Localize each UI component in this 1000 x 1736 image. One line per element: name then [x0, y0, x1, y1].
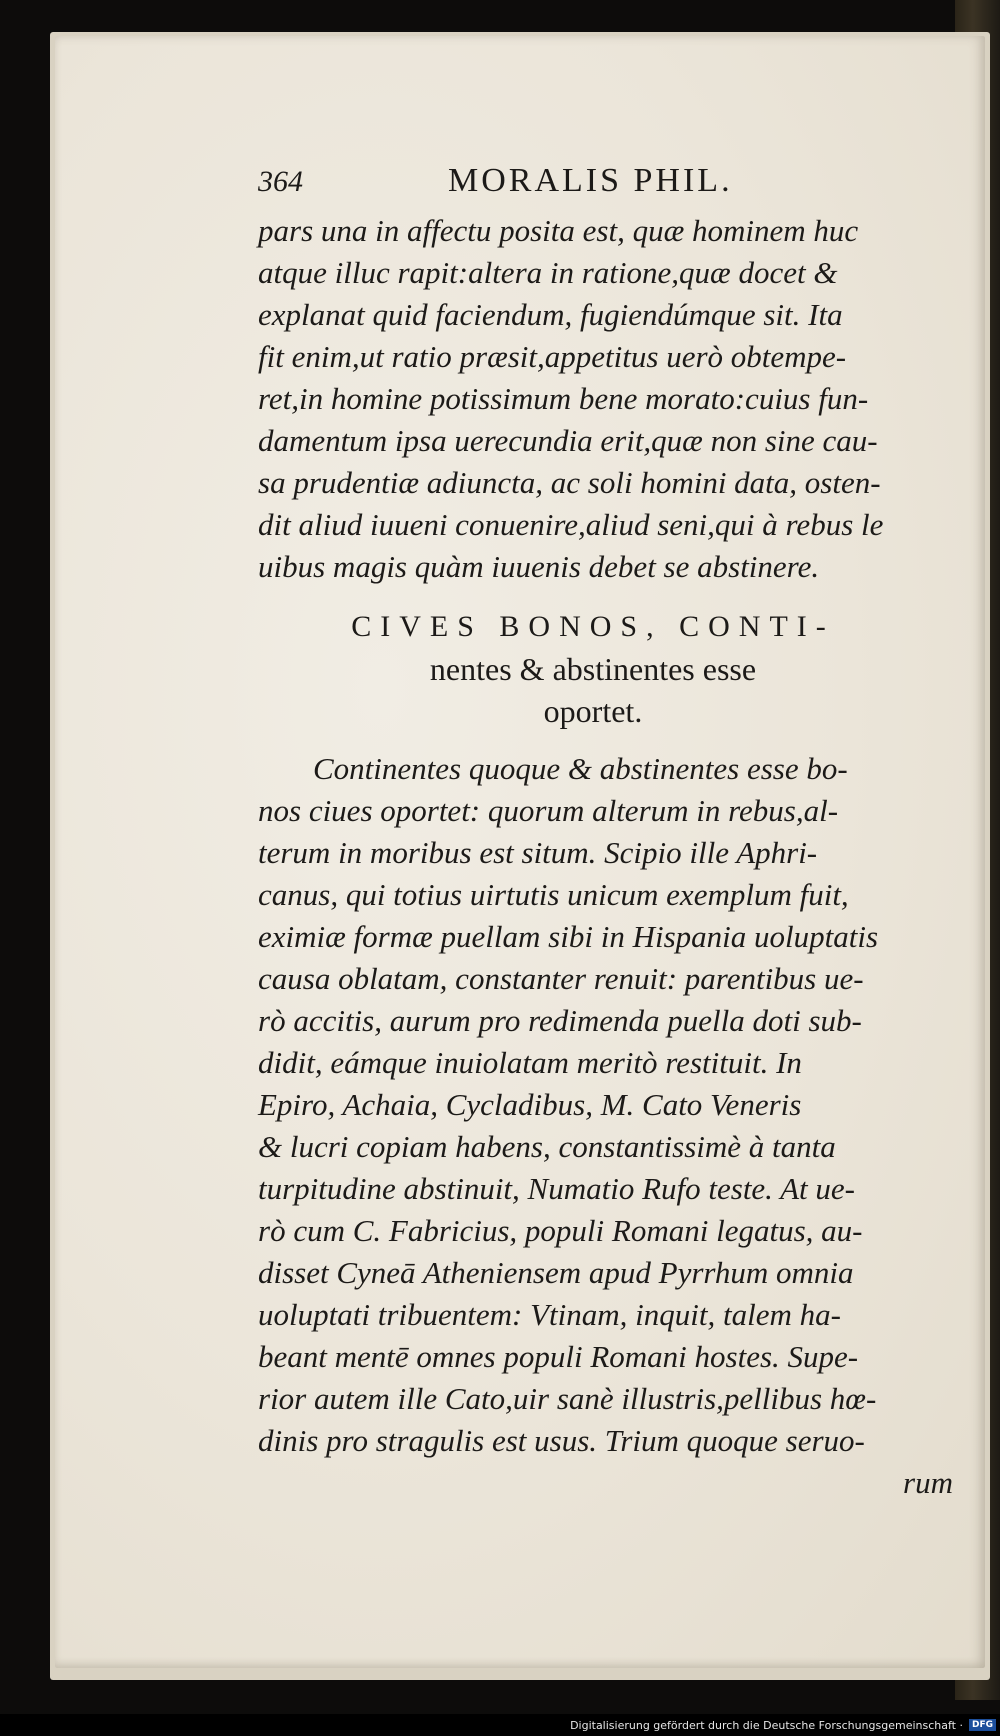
- text-block: [258, 162, 958, 1504]
- text-line: didit, eámque inuiolatam meritò restituit. In: [258, 1045, 802, 1080]
- paragraph-1: [258, 210, 958, 588]
- page-number: 364: [258, 165, 303, 198]
- text-line: disset Cyneā Atheniensem apud Pyrrhum omnia: [258, 1255, 854, 1290]
- footer-bar: [0, 1714, 1000, 1736]
- text-line: canus, qui totius uirtutis unicum exemplum fuit,: [258, 877, 849, 912]
- text-line: eximiæ formæ puellam sibi in Hispania uoluptatis: [258, 919, 879, 954]
- section-heading-line: nentes & abstinentes esse: [429, 651, 757, 687]
- text-line: Epiro, Achaia, Cycladibus, M. Cato Veneris: [258, 1087, 802, 1122]
- dfg-logo: DFG: [969, 1719, 996, 1731]
- text-line: beant mentē omnes populi Romani hostes. Supe-: [258, 1339, 859, 1374]
- text-line: rior autem ille Cato,uir sanè illustris,pellibus hœ-: [258, 1381, 877, 1416]
- text-line: explanat quid faciendum, fugiendúmque sit. Ita: [258, 297, 843, 332]
- text-line: rò cum C. Fabricius, populi Romani legatus, au-: [258, 1213, 863, 1248]
- text-line: turpitudine abstinuit, Numatio Rufo teste. At ue-: [258, 1171, 856, 1206]
- section-heading-line: oportet.: [543, 693, 643, 729]
- text-line: atque illuc rapit:altera in ratione,quæ docet &: [258, 255, 838, 290]
- text-line: uibus magis quàm iuuenis debet se abstinere.: [258, 549, 820, 584]
- text-line: damentum ipsa uerecundia erit,quæ non sine cau-: [258, 423, 878, 458]
- text-line: dit aliud iuueni conuenire,aliud seni,qui à rebus le: [258, 507, 884, 542]
- text-line: Continentes quoque & abstinentes esse bo-: [313, 751, 848, 786]
- text-line: dinis pro stragulis est usus. Trium quoque seruo-: [258, 1423, 865, 1458]
- text-line: uoluptati tribuentem: Vtinam, inquit, talem ha-: [258, 1297, 841, 1332]
- text-line: nos ciues oportet: quorum alterum in rebus,al-: [258, 793, 839, 828]
- catchword: rum: [903, 1465, 953, 1500]
- running-head: [258, 162, 958, 210]
- text-line: & lucri copiam habens, constantissimè à tanta: [258, 1129, 836, 1164]
- section-heading: [258, 606, 928, 732]
- text-line: rò accitis, aurum pro redimenda puella doti sub-: [258, 1003, 862, 1038]
- text-line: causa oblatam, constanter renuit: parentibus ue-: [258, 961, 864, 996]
- text-line: ret,in homine potissimum bene morato:cuius fun-: [258, 381, 869, 416]
- funding-credit: Digitalisierung gefördert durch die Deutsche Forschungsgemeinschaft ·: [570, 1718, 963, 1732]
- text-line: terum in moribus est situm. Scipio ille Aphri-: [258, 835, 818, 870]
- text-line: sa prudentiæ adiuncta, ac soli homini data, osten-: [258, 465, 881, 500]
- running-title: MORALIS PHIL.: [448, 162, 733, 199]
- section-heading-line: CIVES BONOS, CONTI-: [351, 610, 835, 643]
- paragraph-2: [258, 748, 958, 1504]
- text-line: fit enim,ut ratio præsit,appetitus uerò obtempe-: [258, 339, 847, 374]
- text-line: pars una in affectu posita est, quæ hominem huc: [258, 213, 859, 248]
